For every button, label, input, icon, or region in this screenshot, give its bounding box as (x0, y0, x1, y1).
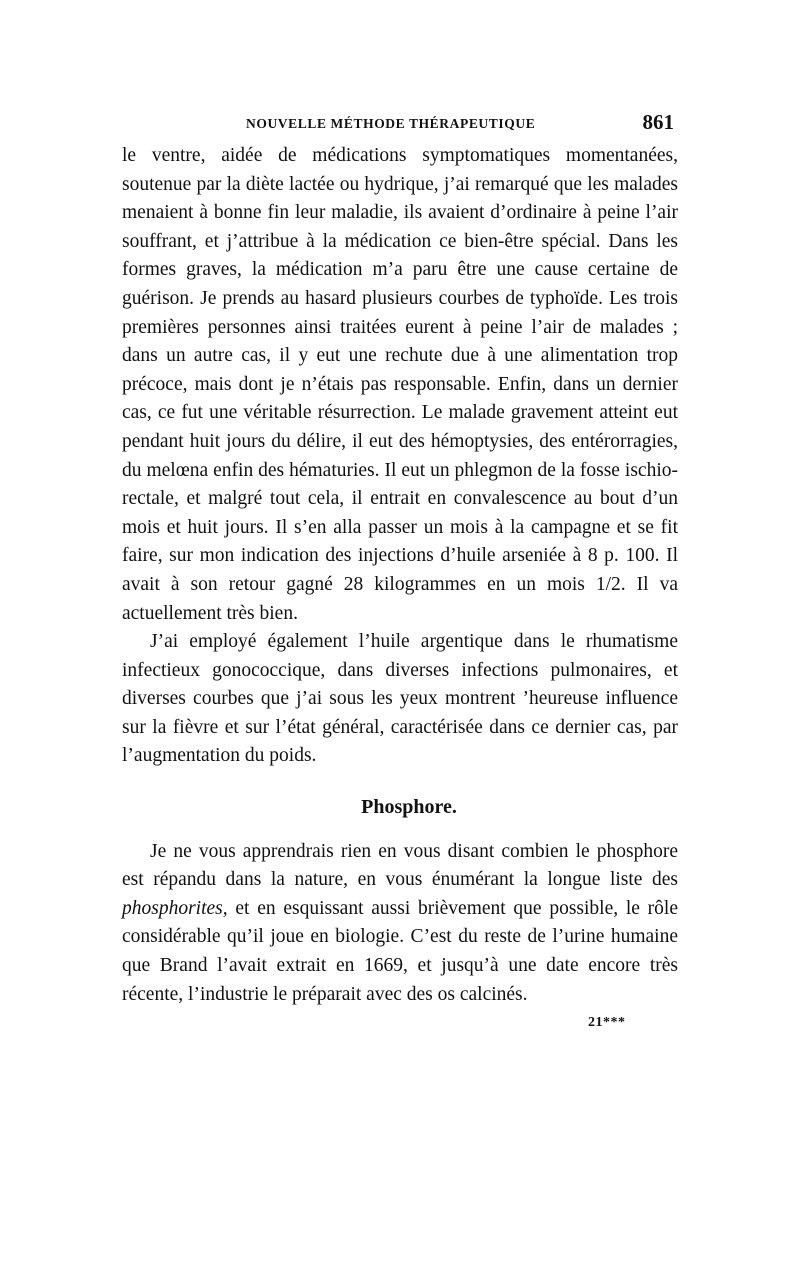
paragraph-2: J’ai employé également l’huile argentique dans le rhumatisme infectieux gonococcique, dans diverses infections pulmonaires, et diverses courbes que j’ai sous les yeux montrent ’heureuse influence sur la fièvre et sur l’état général, caractérisée dans ce dernier cas, par l’augmentation du poids. (122, 631, 678, 767)
paragraph-3-italic-term: phosphorites, (122, 897, 228, 919)
paragraph-3-text-end: et en esquissant aussi brièvement que possible, le rôle considérable qu’il joue en biologie. C’est du reste de l’urine humaine que Brand l’avait extrait en 1669, et jusqu’à une date encore très récente, l’industrie le préparait avec des os calcinés. (122, 897, 678, 1005)
section-heading: Phosphore. (361, 796, 457, 819)
paragraph-3-text-start: Je ne vous apprendrais rien en vous disant combien le phosphore est répandu dans la nature, en vous énumérant la longue liste des (122, 840, 678, 891)
paragraph-3 (122, 838, 678, 1010)
paragraph-1: le ventre, aidée de médications symptomatiques momentanées, soutenue par la diète lactée ou hydrique, j’ai remarqué que les malades menaient à bonne fin leur maladie, ils avaient d’ordinaire à peine l’air souffrant, et j’attribue à la médication ce bien-être spécial. Dans les formes graves, la médication m’a paru être une cause certaine de guérison. Je prends au hasard plusieurs courbes de typhoïde. Les trois premières personnes ainsi traitées eurent à peine l’air de malades ; dans un autre cas, il y eut une rechute due à une alimentation trop précoce, mais dont je n’étais pas responsable. Enfin, dans un dernier cas, ce fut une véritable résurrection. Le malade gravement atteint eut pendant huit jours du délire, il eut des hémoptysies, des entérorragies, du melœna enfin des hématuries. Il eut un phlegmon de la fosse ischio-rectale, et malgré tout cela, il entrait en convalescence au bout d’un mois et huit jours. Il s’en alla passer un mois à la campagne et se fit faire, sur mon indication des injections d’huile arseniée à 8 p. 100. Il avait à son retour gagné 28 kilogrammes en un mois 1/2. Il va actuellement très bien. (122, 145, 678, 624)
body-text (122, 142, 678, 1009)
page-number: 861 (642, 110, 674, 134)
signature-mark: 21*** (588, 1015, 626, 1031)
running-head (122, 110, 678, 138)
running-title: NOUVELLE MÉTHODE THÉRAPEUTIQUE (246, 116, 536, 131)
document-page (122, 110, 678, 1031)
